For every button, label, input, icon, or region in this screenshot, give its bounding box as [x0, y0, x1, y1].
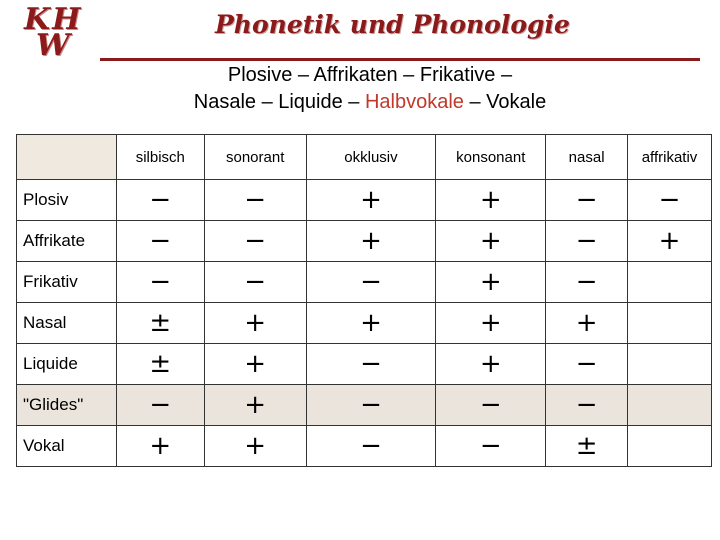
feature-value: −: [116, 221, 204, 262]
feature-value: ±: [116, 344, 204, 385]
logo-text-bottom: W: [36, 28, 72, 63]
table-row: [17, 221, 712, 262]
feature-value: −: [546, 180, 628, 221]
feature-value: +: [204, 385, 306, 426]
feature-value: +: [546, 303, 628, 344]
feature-value: +: [436, 262, 546, 303]
column-header: konsonant: [436, 135, 546, 180]
feature-value: −: [116, 180, 204, 221]
slide-title-line2: [0, 89, 720, 116]
feature-value: [628, 303, 712, 344]
feature-value: [628, 426, 712, 467]
row-label: Vokal: [17, 426, 117, 467]
feature-value: +: [306, 303, 436, 344]
row-label: "Glides": [17, 385, 117, 426]
column-header: affrikativ: [628, 135, 712, 180]
column-header: silbisch: [116, 135, 204, 180]
table-row: [17, 262, 712, 303]
feature-value: +: [116, 426, 204, 467]
row-label: Frikativ: [17, 262, 117, 303]
row-label: Plosiv: [17, 180, 117, 221]
slide-title-highlight: Halbvokale: [364, 91, 464, 113]
table-row: [17, 303, 712, 344]
feature-value: +: [204, 426, 306, 467]
feature-value: +: [628, 221, 712, 262]
feature-value: [628, 344, 712, 385]
feature-value: +: [306, 221, 436, 262]
table-row: [17, 426, 712, 467]
feature-table: [16, 134, 712, 467]
slide-title-line2-start: Nasale – Liquide –: [193, 91, 365, 113]
feature-value: −: [546, 385, 628, 426]
feature-value: +: [306, 180, 436, 221]
header-title: Phonetik und Phonologie: [215, 10, 570, 39]
column-header: nasal: [546, 135, 628, 180]
feature-value: −: [546, 262, 628, 303]
feature-value: +: [436, 344, 546, 385]
header-divider: [100, 58, 700, 61]
feature-value: −: [306, 426, 436, 467]
feature-value: −: [116, 262, 204, 303]
row-label: Nasal: [17, 303, 117, 344]
feature-value: −: [204, 262, 306, 303]
logo: [16, 2, 96, 62]
feature-value: −: [204, 180, 306, 221]
feature-value: −: [306, 344, 436, 385]
row-label: Liquide: [17, 344, 117, 385]
feature-value: ±: [546, 426, 628, 467]
logo-text-top: KH: [24, 2, 83, 37]
table-row: [17, 180, 712, 221]
column-header: sonorant: [204, 135, 306, 180]
feature-value: −: [204, 221, 306, 262]
header-row: [17, 135, 712, 180]
feature-value: −: [306, 385, 436, 426]
feature-value: +: [436, 221, 546, 262]
feature-value: +: [436, 303, 546, 344]
feature-value: −: [436, 385, 546, 426]
feature-value: −: [546, 221, 628, 262]
feature-value: −: [546, 344, 628, 385]
row-label: Affrikate: [17, 221, 117, 262]
feature-value: −: [116, 385, 204, 426]
table-row: [17, 344, 712, 385]
feature-value: −: [436, 426, 546, 467]
corner-cell: [17, 135, 117, 180]
feature-value: [628, 385, 712, 426]
slide-title-line1: Plosive – Affrikaten – Frikative –: [227, 64, 513, 86]
feature-value: ±: [116, 303, 204, 344]
feature-value: +: [436, 180, 546, 221]
feature-value: [628, 262, 712, 303]
feature-value: +: [204, 303, 306, 344]
feature-value: +: [204, 344, 306, 385]
feature-value: −: [628, 180, 712, 221]
column-header: okklusiv: [306, 135, 436, 180]
table-row-highlighted: [17, 385, 712, 426]
slide-title-line2-end: – Vokale: [463, 91, 547, 113]
feature-value: −: [306, 262, 436, 303]
